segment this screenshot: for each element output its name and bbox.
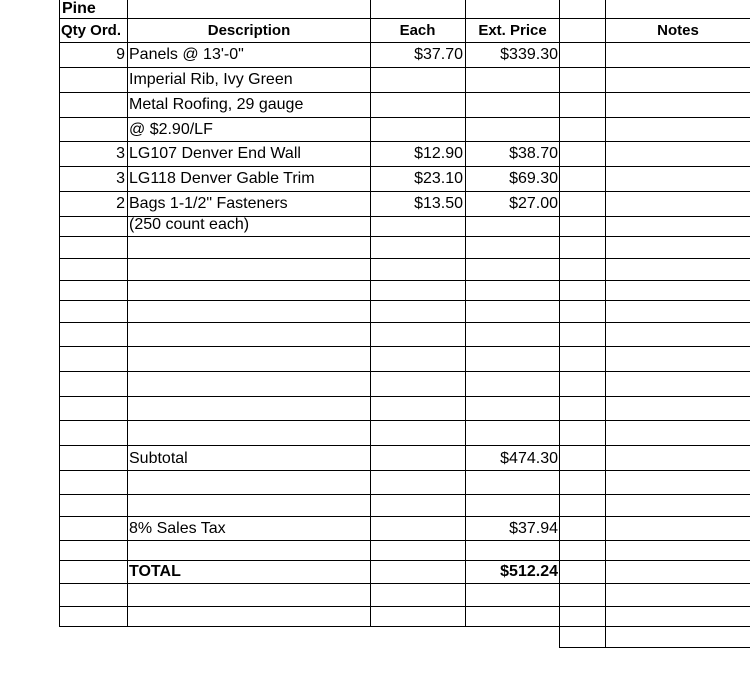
item-description: Metal Roofing, 29 gauge [129,96,304,113]
grid-line [559,647,750,648]
item-each: $37.70 [414,46,463,63]
tax-label: 8% Sales Tax [129,520,226,537]
grid-line [59,626,750,627]
header-each: Each [399,22,436,39]
grid-line [59,117,750,118]
header-description: Description [207,22,291,39]
item-ext-price: $339.30 [500,46,558,63]
item-each: $23.10 [414,170,463,187]
grid-line [59,280,750,281]
grid-line [605,0,606,648]
item-qty: 2 [116,195,125,212]
grid-line [59,516,750,517]
grid-line [59,236,750,237]
grid-line [370,0,371,627]
item-ext-price: $27.00 [509,195,558,212]
item-description: @ $2.90/LF [129,121,213,138]
grid-line [59,92,750,93]
grid-line [59,583,750,584]
grid-line [59,470,750,471]
grid-line [59,396,750,397]
grid-line [59,420,750,421]
grid-line [59,258,750,259]
grid-line [59,42,750,43]
item-qty: 3 [116,170,125,187]
grid-line [59,300,750,301]
grid-line [59,0,60,627]
grid-line [59,67,750,68]
header-qty: Qty Ord. [61,22,122,39]
grid-line [59,346,750,347]
grid-line [59,322,750,323]
item-qty: 3 [116,145,125,162]
grid-line [59,18,750,19]
grid-line [127,0,128,627]
tax-value: $37.94 [509,520,558,537]
grid-line [559,0,560,648]
item-description: LG107 Denver End Wall [129,145,301,162]
item-description: Imperial Rib, Ivy Green [129,71,293,88]
grid-line [59,191,750,192]
total-value: $512.24 [500,563,558,580]
item-description: Bags 1-1/2" Fasteners [129,195,288,212]
sheet-title: Pine [62,0,96,17]
grid-line [59,494,750,495]
item-each: $13.50 [414,195,463,212]
subtotal-value: $474.30 [500,450,558,467]
item-description: LG118 Denver Gable Trim [129,170,315,187]
grid-line [59,540,750,541]
subtotal-label: Subtotal [129,450,188,467]
total-label: TOTAL [129,563,181,580]
grid-line [59,560,750,561]
item-description: (250 count each) [129,216,250,233]
item-each: $12.90 [414,145,463,162]
item-qty: 9 [116,46,125,63]
grid-line [59,371,750,372]
grid-line [59,606,750,607]
item-ext-price: $69.30 [509,170,558,187]
item-description: Panels @ 13'-0" [129,46,244,63]
header-notes: Notes [657,22,699,39]
item-ext-price: $38.70 [509,145,558,162]
grid-line [59,141,750,142]
grid-line [59,166,750,167]
header-ext-price: Ext. Price [478,22,547,39]
grid-line [59,445,750,446]
